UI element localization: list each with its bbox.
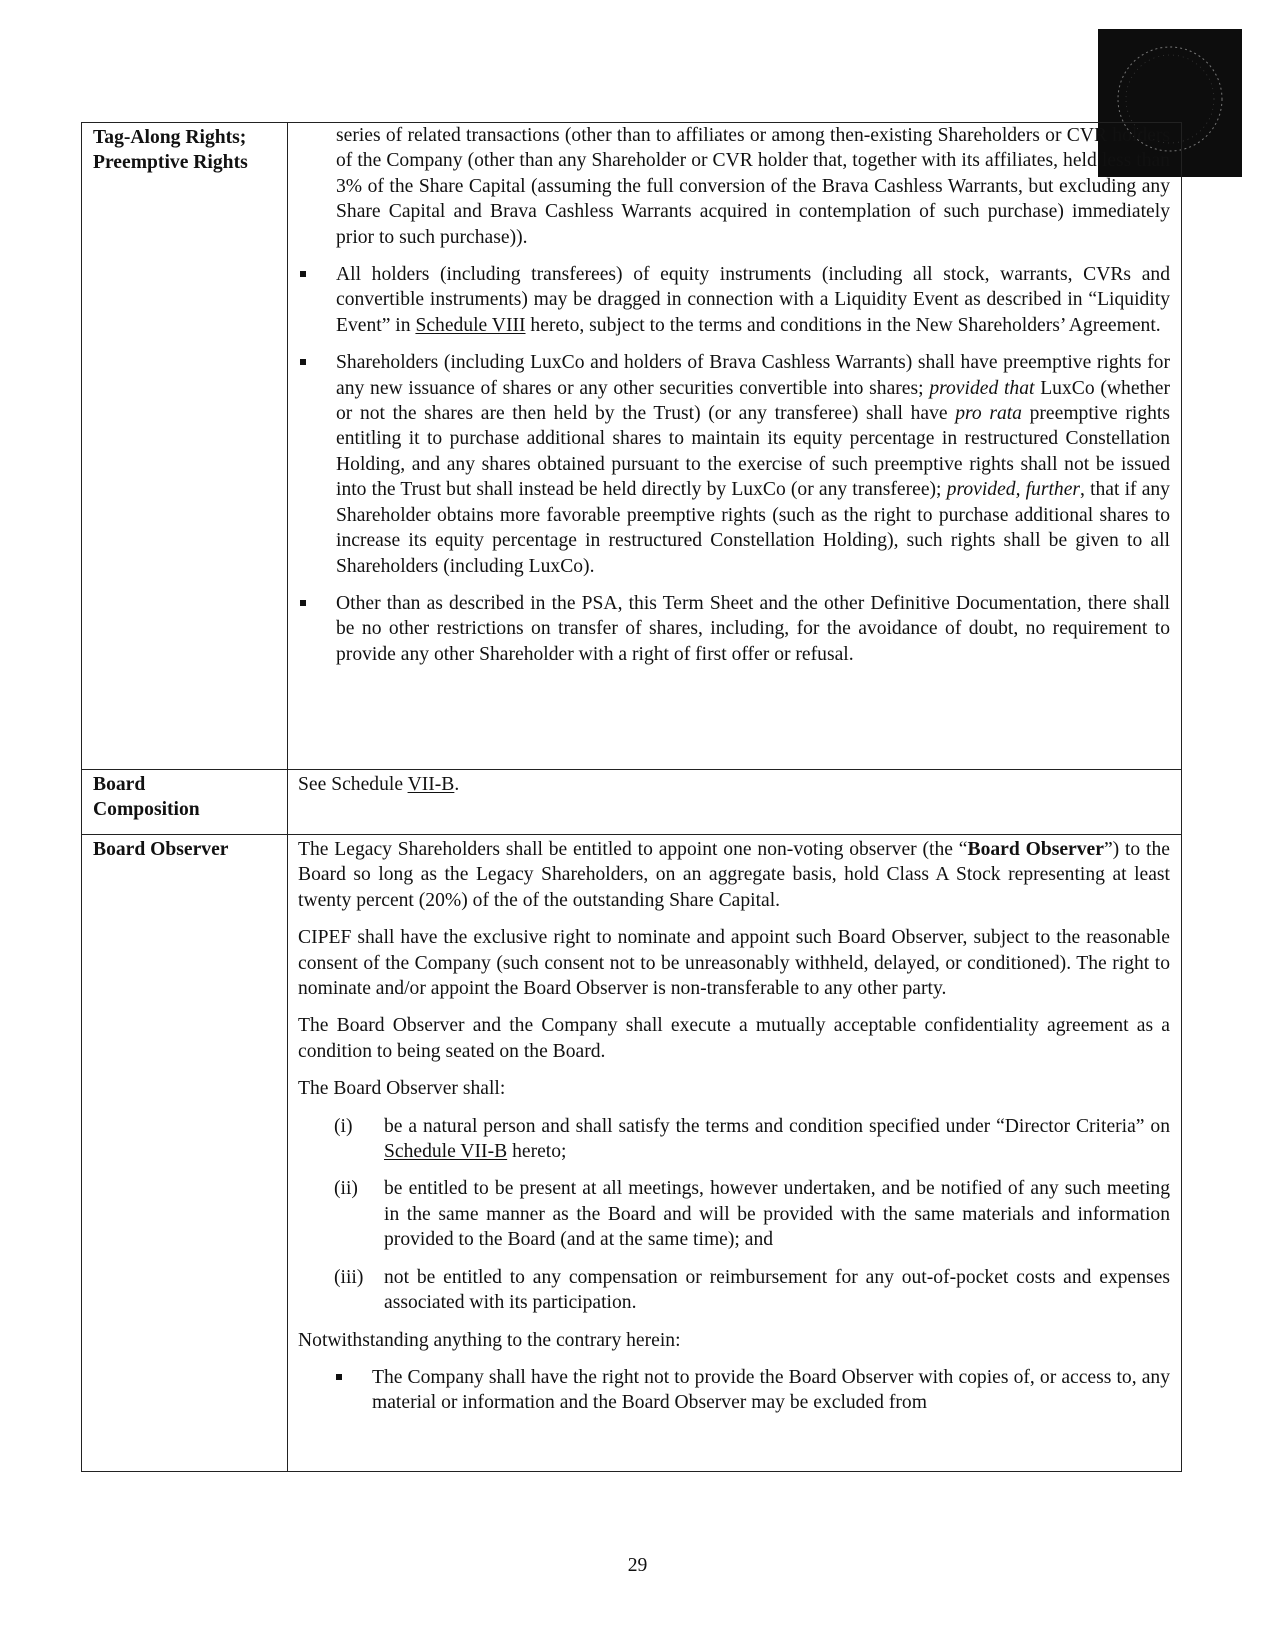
bullet-text: Shareholders (including LuxCo and holders of Brava Cashless Warrants) shall have preemptive rights for any new issuance of shares or any other securities convertible into shares;: [336, 352, 1170, 399]
schedule-vii-b-reference: VII-B: [407, 774, 455, 795]
list-item: [298, 350, 1170, 579]
italic-text: provided, further: [946, 479, 1081, 501]
item-text: not be entitled to any compensation or reimbursement for any out-of-pocket costs and expenses associated with its participation.: [384, 1266, 1170, 1314]
table-row-board-observer: [82, 835, 1182, 1472]
row-content-board-composition: [288, 770, 1182, 835]
list-item: [298, 1176, 1170, 1252]
paragraph: CIPEF shall have the exclusive right to nominate and appoint such Board Observer, subject to the reasonable consent of the Company (such consent not to be unreasonably withheld, delayed, or conditioned). The right to nominate and/or appoint the Board Observer is non-transferable to any other party.: [298, 927, 1170, 1000]
list-item: [298, 1265, 1170, 1316]
table-row-tag-along: [82, 123, 1182, 770]
paragraph-text: ”) to the Board so long as the Legacy Shareholders, on an aggregate basis, hold Class A Stock representing at least twenty percent (20%) of the of the outstanding Share Capital.: [298, 839, 1170, 911]
list-item: [298, 591, 1170, 667]
bold-term: Board Observer: [967, 839, 1104, 860]
paragraph: Notwithstanding anything to the contrary herein:: [298, 1329, 681, 1351]
row-label-line: Board Observer: [93, 839, 229, 860]
bullet-text: Other than as described in the PSA, this Term Sheet and the other Definitive Documentation, there shall be no other restrictions on transfer of shares, including, for the avoidance of doubt, no requirement to provide any other Shareholder with a right of first offer or refusal.: [336, 592, 1170, 665]
bullet-text: The Company shall have the right not to provide the Board Observer with copies of, or access to, any material or information and the Board Observer may be excluded from: [372, 1366, 1170, 1414]
italic-text: pro rata: [955, 403, 1022, 425]
list-item: [298, 1114, 1170, 1165]
bullet-text: LuxCo (whether or not the shares are then held by the Trust) (or any transferee) shall have: [336, 377, 1170, 425]
bullet-list: [298, 1365, 1170, 1416]
content-text: See Schedule: [298, 774, 408, 795]
italic-text: provided that: [929, 377, 1035, 399]
bullet-text: All holders (including transferees) of equity instruments (including all stock, warrants, CVRs and convertible instruments) may be dragged in connection with a Liquidity Event as described in “Liquidity Event” in: [336, 264, 1170, 336]
item-text: hereto;: [507, 1141, 567, 1163]
row-content-tag-along: [288, 123, 1182, 770]
bullet-text: preemptive rights entitling it to purchase additional shares to maintain its equity percentage in restructured Constellation Holding, and any shares obtained pursuant to the exercise of such preemptive rights shall not be issued into the Trust but shall instead be held directly by LuxCo (or any transferee);: [336, 403, 1170, 501]
page-number: 29: [627, 1555, 648, 1576]
numbered-list: [298, 1114, 1170, 1316]
row-label-board-composition: [82, 770, 288, 835]
bullet-list: [298, 123, 1170, 667]
bullet-text: hereto, subject to the terms and conditions in the New Shareholders’ Agreement.: [525, 314, 1161, 336]
continued-text: series of related transactions (other than to affiliates or among then-existing Shareholders or CVR holders of the Company (other than any Shareholder or CVR holder that, together with its affiliates, held less than 3% of the Share Capital (assuming the full conversion of the Brava Cashless Warrants, but excluding any Share Capital and Brava Cashless Warrants acquired in contemplation of such purchase) immediately prior to such purchase)).: [336, 125, 1170, 248]
paragraph: The Board Observer and the Company shall execute a mutually acceptable confidentiality agreement as a condition to being seated on the Board.: [298, 1015, 1170, 1062]
row-label-line: Tag-Along Rights;: [93, 127, 247, 148]
square-bullet-icon: [300, 600, 306, 606]
list-marker: (ii): [334, 1178, 358, 1200]
square-bullet-icon: [300, 271, 306, 277]
row-content-board-observer: [288, 835, 1182, 1472]
row-label-line: Preemptive Rights: [93, 152, 248, 174]
list-item: [298, 123, 1170, 250]
list-item: [298, 262, 1170, 338]
list-marker: (iii): [334, 1266, 364, 1288]
paragraph-text: The Legacy Shareholders shall be entitled to appoint one non-voting observer (the “: [298, 839, 968, 860]
content-text: .: [454, 774, 460, 795]
row-label-line: Composition: [93, 799, 200, 821]
row-label-tag-along: [82, 123, 288, 770]
schedule-viii-reference: Schedule VIII: [415, 314, 526, 336]
bullet-text: , that if any Shareholder obtains more favorable preemptive rights (such as the right to purchase additional shares to increase its equity percentage in restructured Constellation Holding), such rights shall be given to all Shareholders (including LuxCo).: [336, 479, 1170, 577]
term-sheet-table: [81, 122, 1182, 1472]
list-marker: (i): [334, 1115, 353, 1137]
row-label-line: Board: [93, 774, 146, 795]
square-bullet-icon: [300, 359, 306, 365]
schedule-vii-b-reference: Schedule VII-B: [384, 1141, 508, 1163]
row-label-board-observer: [82, 835, 288, 1472]
list-item: [298, 1365, 1170, 1416]
square-bullet-icon: [336, 1374, 342, 1380]
paragraph: [298, 837, 1170, 913]
item-text: be a natural person and shall satisfy the terms and condition specified under “Director Criteria” on: [384, 1115, 1170, 1137]
item-text: be entitled to be present at all meetings, however undertaken, and be notified of any such meeting in the same manner as the Board and will be provided with the same materials and information provided to the Board (and at the same time); and: [384, 1178, 1170, 1251]
table-row-board-composition: [82, 770, 1182, 835]
paragraph: The Board Observer shall:: [298, 1078, 506, 1100]
